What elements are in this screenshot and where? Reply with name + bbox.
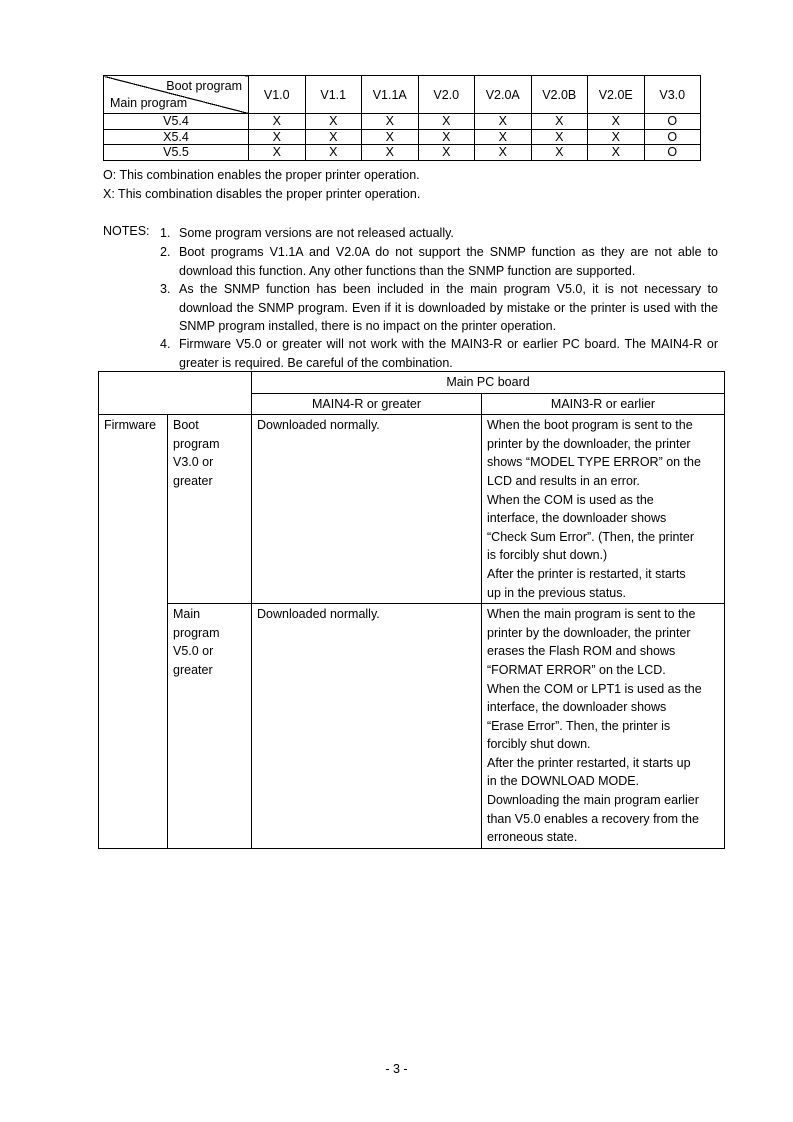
text-line: in the DOWNLOAD MODE. [487,774,640,789]
compat-cell: X [362,145,419,161]
compat-cell: O [644,145,701,161]
corner-main-label: Main program [110,96,188,110]
note-text: Boot programs V1.1A and V2.0A do not support the SNMP function as they are not able to download this function. Any other functions than the SNMP function are supported. [179,245,718,278]
text-line: interface, the downloader shows [487,511,667,526]
board-corner-cell [99,372,252,415]
compat-cell: X [588,129,645,145]
compat-corner-cell [104,76,249,114]
board-row [99,415,725,604]
col-main4-header: MAIN4-R or greater [252,393,482,415]
col-header: V2.0E [588,76,645,114]
text-line: When the main program is sent to the [487,607,696,622]
legend-x: X: This combination disables the proper printer operation. [103,187,421,201]
text-line: When the COM or LPT1 is used as the [487,681,702,696]
text-line: Downloading the main program earlier [487,793,699,808]
text-line: shows “MODEL TYPE ERROR” on the [487,455,701,470]
compat-cell: O [644,129,701,145]
board-header-row [99,372,725,394]
board-row [99,604,725,849]
text-line: interface, the downloader shows [487,700,667,715]
col-header: V1.1A [362,76,419,114]
corner-boot-label: Boot program [166,79,242,93]
main-pc-board-header: Main PC board [252,372,725,394]
note-text: Some program versions are not released actually. [179,226,454,240]
compat-cell: X [249,129,306,145]
compat-cell: O [644,114,701,130]
label-line: greater [173,662,213,677]
text-line: is forcibly shut down.) [487,548,608,563]
note-number: 4. [160,337,171,351]
label-line: Main [173,607,201,622]
compat-cell: X [531,129,588,145]
main3-cell [482,415,725,604]
compat-cell: X [249,145,306,161]
compat-cell: X [475,145,532,161]
notes-label: NOTES: [103,224,150,238]
note-item [160,335,718,372]
text-line: When the boot program is sent to the [487,418,693,433]
row-label: X5.4 [104,129,249,145]
note-item [160,224,718,243]
label-line: Boot [173,418,199,433]
text-line: forcibly shut down. [487,737,591,752]
text-line: LCD and results in an error. [487,473,640,488]
col-header: V2.0B [531,76,588,114]
note-number: 1. [160,226,171,240]
label-line: program [173,436,220,451]
compat-cell: X [418,129,475,145]
note-text: Firmware V5.0 or greater will not work with the MAIN3-R or earlier PC board. The MAIN4-R or greater is required. Be careful of the combination. [179,337,718,370]
row-label-boot [168,415,252,604]
col-header: V1.0 [249,76,306,114]
note-number: 2. [160,245,171,259]
text-line: When the COM is used as the [487,492,654,507]
text-line: printer by the downloader, the printer [487,436,691,451]
col-header: V2.0 [418,76,475,114]
label-line: program [173,625,220,640]
compat-row [104,145,701,161]
compat-cell: X [305,114,362,130]
board-table [98,371,725,849]
text-line: After the printer restarted, it starts up [487,755,691,770]
firmware-label: Firmware [99,415,168,849]
col-header: V3.0 [644,76,701,114]
compat-cell: X [588,145,645,161]
note-text: As the SNMP function has been included in the main program V5.0, it is not necessary to download the SNMP program. Even if it is downloaded by mistake or the printer is used with the SNMP program installed, there is no impact on the printer operation. [179,282,718,333]
compat-cell: X [531,145,588,161]
text-line: than V5.0 enables a recovery from the [487,811,699,826]
compat-cell: X [305,129,362,145]
row-label: V5.5 [104,145,249,161]
compat-row [104,129,701,145]
note-number: 3. [160,282,171,296]
text-line: up in the previous status. [487,585,626,600]
compat-cell: X [418,145,475,161]
main4-cell: Downloaded normally. [252,415,482,604]
compat-cell: X [362,114,419,130]
text-line: “Check Sum Error”. (Then, the printer [487,529,695,544]
compatibility-table [103,75,701,161]
col-header: V2.0A [475,76,532,114]
text-line: “FORMAT ERROR” on the LCD. [487,662,666,677]
row-label-main [168,604,252,849]
note-item [160,243,718,280]
label-line: V3.0 or [173,455,214,470]
text-line: erroneous state. [487,830,578,845]
label-line: V5.0 or [173,644,214,659]
label-line: greater [173,473,213,488]
compat-cell: X [249,114,306,130]
main3-cell [482,604,725,849]
row-label: V5.4 [104,114,249,130]
note-item [160,280,718,336]
text-line: After the printer is restarted, it starts [487,566,686,581]
compat-cell: X [531,114,588,130]
page-number: - 3 - [385,1062,408,1076]
compat-cell: X [588,114,645,130]
text-line: erases the Flash ROM and shows [487,644,676,659]
compat-cell: X [475,114,532,130]
main4-cell: Downloaded normally. [252,604,482,849]
compat-cell: X [362,129,419,145]
col-header: V1.1 [305,76,362,114]
compat-row [104,114,701,130]
legend-o: O: This combination enables the proper printer operation. [103,168,420,182]
col-main3-header: MAIN3-R or earlier [482,393,725,415]
compat-cell: X [475,129,532,145]
text-line: “Erase Error”. Then, the printer is [487,718,671,733]
text-line: printer by the downloader, the printer [487,625,691,640]
compat-header-row [104,76,701,114]
compat-cell: X [418,114,475,130]
compat-cell: X [305,145,362,161]
